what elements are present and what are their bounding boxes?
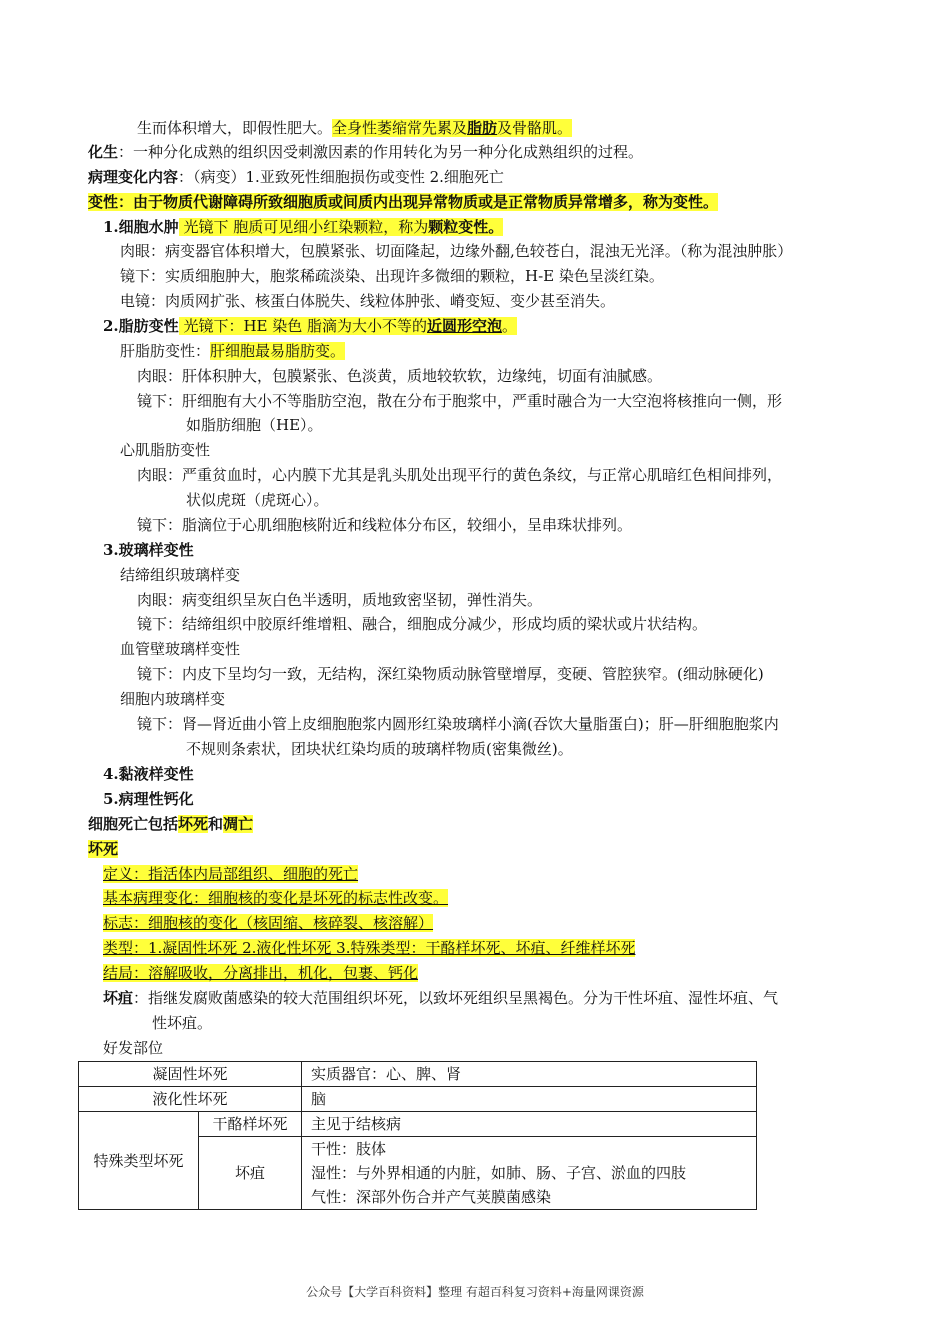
page-footer: 公众号【大学百科资料】整理 有超百科复习资料+海量网课资源 (306, 1285, 644, 1299)
text-line: 不规则条索状，团块状红染均质的玻璃样物质(密集微丝)。 (186, 740, 573, 758)
text-line: 状似虎斑（虎斑心）。 (186, 491, 329, 509)
line-cell-death: 细胞死亡包括坏死和凋亡 (88, 815, 254, 833)
subheading: 结缔组织玻璃样变 (120, 566, 241, 584)
table-cell: 实质器官：心、脾、肾 (302, 1062, 757, 1087)
line-necrosis-sign: 标志：细胞核的变化（核固缩、核碎裂、核溶解） (103, 914, 434, 932)
text-line: 镜下：肝细胞有大小不等脂肪空泡，散在分布于胞浆中，严重时融合为一大空泡将核推向一侧，形 (137, 392, 783, 410)
text-line: 镜下：实质细胞肿大，胞浆稀疏淡染、出现许多微细的颗粒，H-E 染色呈淡红染。 (120, 267, 664, 285)
heading-necrosis: 坏死 (88, 840, 119, 858)
table-caption: 好发部位 (103, 1039, 164, 1057)
text-line: 肉眼：病变器官体积增大，包膜紧张、切面隆起，边缘外翻,色较苍白，混浊无光泽。（称为混浊肿胀） (120, 242, 793, 260)
table-cell: 脑 (302, 1087, 757, 1112)
heading-calcification: 5.病理性钙化 (103, 790, 194, 808)
subheading-liver-fatty: 肝脂肪变性：肝细胞最易脂肪变。 (120, 342, 346, 360)
line-pathology-content: 病理变化内容：（病变）1.亚致死性细胞损伤或变性 2.细胞死亡 (88, 168, 504, 186)
table-cell: 干酪样坏死 (199, 1112, 302, 1137)
table-cell: 液化性坏死 (79, 1087, 302, 1112)
line-degeneration-def: 变性：由于物质代谢障碍所致细胞质或间质内出现异常物质或是正常物质异常增多，称为变性。 (88, 193, 719, 211)
table-cell: 凝固性坏死 (79, 1062, 302, 1087)
text-line: 肉眼：病变组织呈灰白色半透明，质地致密坚韧，弹性消失。 (137, 591, 543, 609)
text-line: 性坏疽。 (152, 1014, 213, 1032)
table-cell: 主见于结核病 (302, 1112, 757, 1137)
line-metaplasia: 化生：一种分化成熟的组织因受刺激因素的作用转化为另一种分化成熟组织的过程。 (88, 143, 644, 161)
table-cell: 特殊类型坏死 (79, 1112, 199, 1210)
line-necrosis-def: 定义：指活体内局部组织、细胞的死亡 (103, 865, 359, 883)
necrosis-sites-table (78, 1061, 757, 1210)
text-line: 电镜：肉质网扩张、核蛋白体脱失、线粒体肿张、嵴变短、变少甚至消失。 (120, 292, 616, 310)
text-line: 镜下：内皮下呈均匀一致，无结构，深红染物质动脉管壁增厚，变硬、管腔狭窄。(细动脉硬化) (137, 665, 764, 683)
heading-fatty-change: 2.脂肪变性 光镜下：HE 染色 脂滴为大小不等的近圆形空泡。 (103, 317, 518, 335)
table-row (79, 1112, 757, 1137)
text-line: 肉眼：肝体积肿大，包膜紧张、色淡黄，质地较软软，边缘纯，切面有油腻感。 (137, 367, 663, 385)
line-necrosis-types: 类型：1.凝固性坏死 2.液化性坏死 3.特殊类型：干酪样坏死、坏疽、纤维样坏死 (103, 939, 636, 957)
heading-hyaline: 3.玻璃样变性 (103, 541, 194, 559)
subheading-heart-fatty: 心肌脂肪变性 (120, 441, 211, 459)
subheading: 细胞内玻璃样变 (120, 690, 226, 708)
table-cell: 坏疽 (199, 1137, 302, 1210)
text-line: 如脂肪细胞（HE）。 (186, 416, 323, 434)
text-line: 镜下：肾—肾近曲小管上皮细胞胞浆内圆形红染玻璃样小滴(吞饮大量脂蛋白)；肝—肝细胞胞浆内 (137, 715, 779, 733)
subheading: 血管壁玻璃样变性 (120, 640, 241, 658)
heading-cell-edema: 1.细胞水肿 光镜下 胞质可见细小红染颗粒，称为颗粒变性。 (103, 218, 504, 236)
line-necrosis-outcome: 结局：溶解吸收，分离排出，机化，包裹、钙化 (103, 964, 419, 982)
line-necrosis-basic: 基本病理变化：细胞核的变化是坏死的标志性改变。 (103, 889, 449, 907)
line-atrophy-end: 生而体积增大，即假性肥大。全身性萎缩常先累及脂肪及骨骼肌。 (137, 119, 573, 137)
text-line: 肉眼：严重贫血时，心内膜下尤其是乳头肌处出现平行的黄色条纹，与正常心肌暗红色相间排列， (137, 466, 783, 484)
text-line: 镜下：脂滴位于心肌细胞核附近和线粒体分布区，较细小，呈串珠状排列。 (137, 516, 633, 534)
line-gangrene: 坏疽：指继发腐败菌感染的较大范围组织坏死，以致坏死组织呈黑褐色。分为干性坏疽、湿性坏疽、气 (103, 989, 779, 1007)
table-row (79, 1087, 757, 1112)
heading-mucoid: 4.黏液样变性 (103, 765, 194, 783)
text-line: 镜下：结缔组织中胶原纤维增粗、融合，细胞成分减少，形成均质的梁状或片状结构。 (137, 615, 708, 633)
table-cell: 干性：肢体 湿性：与外界相通的内脏，如肺、肠、子宫、淤血的四肢 气性：深部外伤合并产气荚膜菌感染 (302, 1137, 757, 1210)
table-row (79, 1062, 757, 1087)
